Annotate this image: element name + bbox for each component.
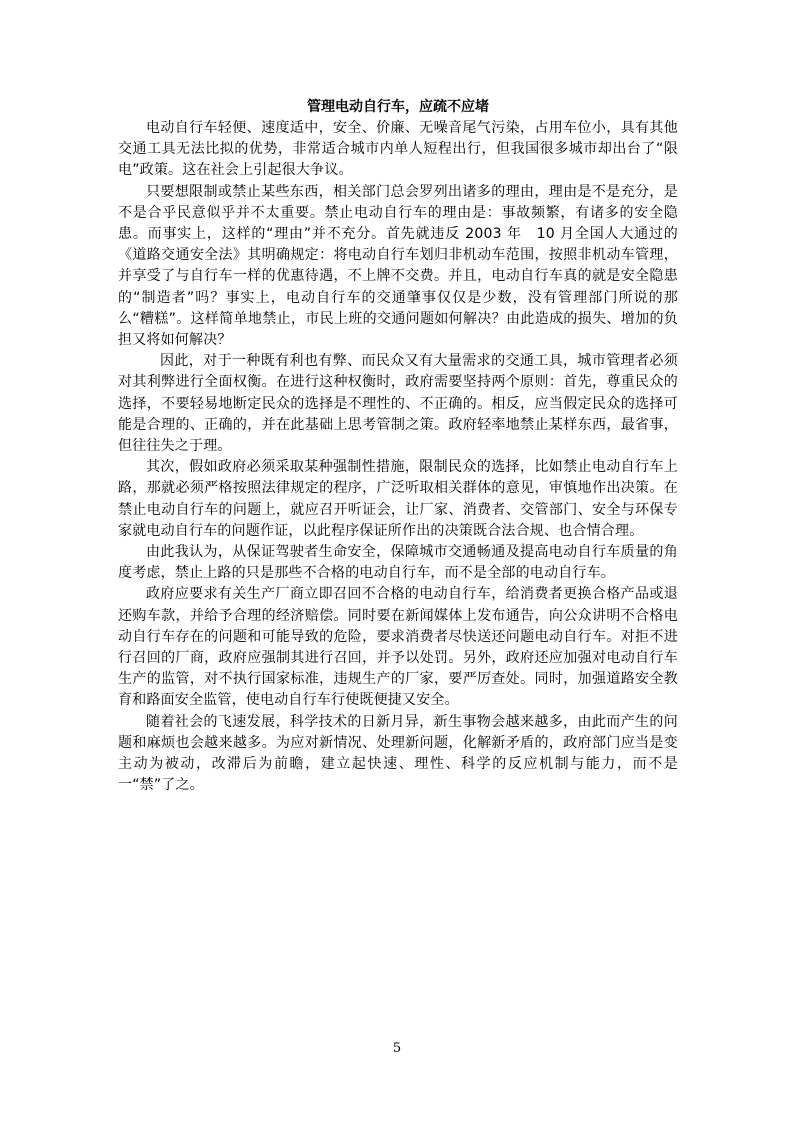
paragraph: 由此我认为，从保证驾驶者生命安全，保障城市交通畅通及提高电动自行车质量的角度考虑，禁止上路的只是那些不合格的电动自行车，而不是全部的电动自行车。 — [118, 544, 678, 582]
page-number: 5 — [392, 1041, 402, 1056]
paragraph: 其次，假如政府必须采取某种强制性措施，限制民众的选择，比如禁止电动自行车上路，那就必须严格按照法律规定的程序，广泛听取相关群体的意见，审慎地作出决策。在禁止电动自行车的问题上，就应召开听证会，让厂家、消费者、交管部门、安全与环保专家就电动自行车的问题作证，以此程序保证所作出的决策既合法合规、也合情合理。 — [118, 459, 678, 539]
paragraph: 政府应要求有关生产厂商立即召回不合格的电动自行车，给消费者更换合格产品或退还购车款，并给予合理的经济赔偿。同时要在新闻媒体上发布通告，向公众讲明不合格电动自行车存在的问题和可能导致的危险，要求消费者尽快送还问题电动自行车。对拒不进行召回的厂商，政府应强制其进行召回，并予以处罚。另外，政府还应加强对电动自行车生产的监管，对不执行国家标准，违规生产的厂家，要严厉查处。同时，加强道路安全教育和路面安全监管，使电动自行车行使既便捷又安全。 — [118, 586, 678, 709]
paragraph: 电动自行车轻便、速度适中，安全、价廉、无噪音尾气污染，占用车位小，具有其他交通工具无法比拟的优势，非常适合城市内单人短程出行，但我国很多城市却出台了“限电”政策。这在社会上引起很大争议。 — [118, 120, 678, 179]
paragraph: 因此，对于一种既有利也有弊、而民众又有大量需求的交通工具，城市管理者必须对其利弊进行全面权衡。在进行这种权衡时，政府需要坚持两个原则：首先，尊重民众的选择，不要轻易地断定民众的选择是不理性的、不正确的。相反，应当假定民众的选择可能是合理的、正确的，并在此基础上思考管制之策。政府轻率地禁止某样东西，最省事，但往往失之于理。 — [118, 353, 678, 455]
page-title: 管理电动自行车，应疏不应堵 — [307, 99, 489, 115]
article — [118, 96, 678, 797]
paragraph: 只要想限制或禁止某些东西，相关部门总会罗列出诸多的理由，理由是不是充分，是不是合乎民意似乎并不太重要。禁止电动自行车的理由是：事故频繁，有诸多的安全隐患。而事实上，这样的“理由”并不充分。首先就违反 2003 年 10 月全国人大通过的《道路交通安全法》其明确规定：将电动自行车划归非机动车范围，按照非机动车管理，并享受了与自行车一样的优惠待遇，不上牌不交费。并且，电动自行车真的就是安全隐患的“制造者”吗？事实上，电动自行车的交通肇事仅仅是少数，没有管理部门所说的那么“糟糕”。这样简单地禁止，市民上班的交通问题如何解决？由此造成的损失、增加的负担又将如何解决？ — [118, 183, 678, 349]
paragraph: 随着社会的飞速发展，科学技术的日新月异，新生事物会越来越多，由此而产生的问题和麻烦也会越来越多。为应对新情况、处理新问题，化解新矛盾的，政府部门应当是变主动为被动，改滞后为前瞻，建立起快速、理性、科学的反应机制与能力，而不是一“禁”了之。 — [118, 713, 678, 794]
